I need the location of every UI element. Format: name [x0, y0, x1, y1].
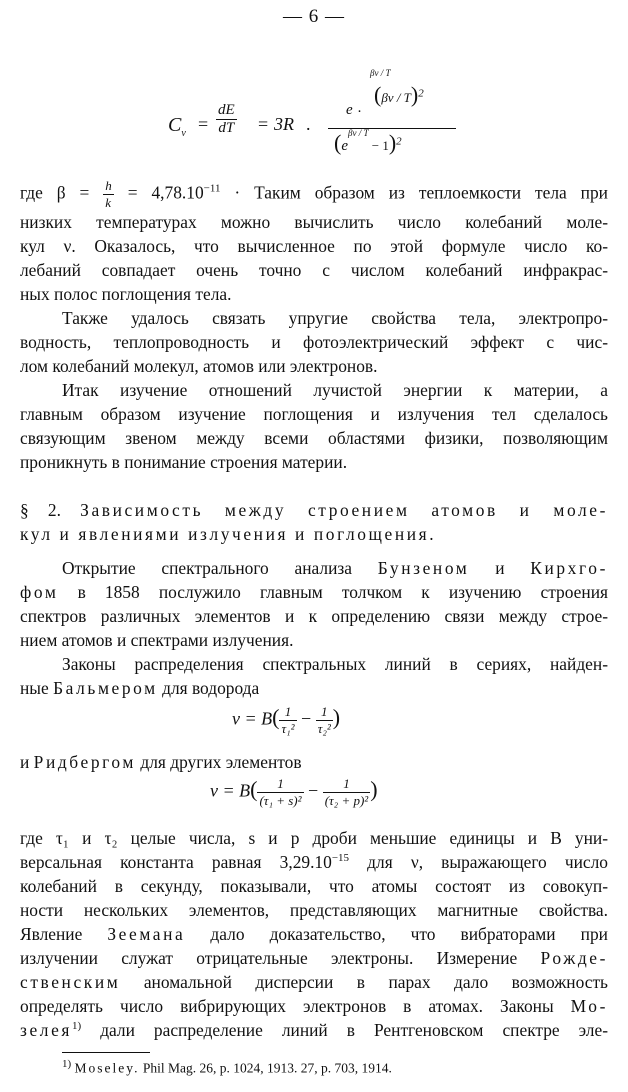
text-line: зелея$^{1)}$ дали распределение линий в Рентгеновском спектре эле-: [20, 1020, 608, 1040]
numerator-dot: .: [358, 100, 362, 116]
formula-balmer: ν = B( $\frac{1}{\text{τ₁²}}$ − $\frac{1}{\text{τ₂²}}$ ): [232, 704, 341, 736]
page-number: — 6 —: [283, 6, 345, 27]
text-line: ных полос поглощения тела.: [20, 284, 232, 304]
beta-definition: где β = $\frac{h}{k}$ = $4,78.10^{-11}$ · Таким образом из теплоемкости тела при: [20, 178, 608, 210]
cv-symbol: $C_v$: [168, 114, 186, 139]
footnote: $^{1)}$ Moseley. Phil Mag. 26, p. 1024, 1913. 27, p. 703, 1914.: [62, 1058, 392, 1076]
text-line: спектров различных элементов и к определению связи между строе-: [20, 606, 608, 626]
text-line: Законы распределения спектральных линий в сериях, найден-: [62, 654, 608, 674]
text-line: колебаний в секунду, показывали, что атомы состоят из совокуп-: [20, 876, 608, 896]
text-line: кул ν. Оказалось, что вычисленное по этой формуле число ко-: [20, 236, 608, 256]
numerator-e: e: [346, 102, 353, 118]
text-line: излучении служат отрицательные электроны. Измерение Рожде-: [20, 948, 608, 968]
three-r: 3R: [274, 114, 294, 134]
text-line: версальная константа равная $3,29.10^{-15}$ для ν, выражающего число: [20, 852, 608, 872]
text-line: Также удалось связать упругие свойства тела, электропро-: [62, 308, 608, 328]
denominator: $(e^{\beta\nu / T} - 1)^2$: [334, 128, 402, 155]
text-line: проникнуть в понимание строения материи.: [20, 452, 348, 472]
text-line: лом колебаний молекул, атомов или электронов.: [20, 356, 378, 376]
section-heading: § 2. Зависимость между строением атомов и моле-: [20, 500, 608, 520]
text-line: определять число вибрирующих электронов в атомах. Законы Мо-: [20, 996, 608, 1016]
text-line: ности нескольких элементов, представляющих магнитные свойства.: [20, 900, 608, 920]
text-line: лебаний совпадает очень точно с числом колебаний инфракрас-: [20, 260, 608, 280]
numerator-ratio: (βν / T)$^2$: [374, 82, 424, 107]
text-line: Открытие спектрального анализа Бунзеном и Кирхго-: [62, 558, 608, 578]
text-line: Явление Зеемана дало доказательство, что вибраторами при: [20, 924, 608, 944]
section-heading-line-2: кул и явлениями излучения и поглощения.: [20, 524, 437, 544]
formula-heat-capacity: [168, 70, 458, 170]
text-line: низких температурах можно вычислить число колебаний моле-: [20, 212, 608, 232]
formula-rydberg: ν = B( $\frac{1}{\text{(τ₁ + s)²}}$ − $\frac{1}{\text{(τ₂ + p)²}}$ ): [210, 776, 378, 808]
text-line: связующим звеном между всеми областями физики, позволяющим: [20, 428, 608, 448]
text-line: фом в 1858 послужило главным толчком к изучению строения: [20, 582, 608, 602]
text-line: где τ₁ и τ₂ целые числа, s и p дроби меньшие единицы и B уни-: [20, 828, 608, 848]
derivative-fraction: $\frac{dE}{dT}$: [218, 102, 235, 136]
equals-sign-2: =: [258, 114, 269, 134]
text-line: водность, теплопроводность и фотоэлектрический эффект с чис-: [20, 332, 608, 352]
numerator-exponent: βν / T: [370, 68, 391, 78]
equals-sign: =: [198, 114, 209, 134]
text-line: и Ридбергом для других элементов: [20, 752, 302, 772]
text-line: главным образом изучение поглощения и излучения тел сделалось: [20, 404, 608, 424]
text-line: нием атомов и спектрами излучения.: [20, 630, 294, 650]
text-line: Итак изучение отношений лучистой энергии к материи, а: [62, 380, 608, 400]
dot: .: [306, 114, 311, 134]
text-line: ные Бальмером для водорода: [20, 678, 260, 698]
text-line: ственским аномальной дисперсии в парах дало возможность: [20, 972, 608, 992]
footnote-rule: [62, 1052, 150, 1053]
